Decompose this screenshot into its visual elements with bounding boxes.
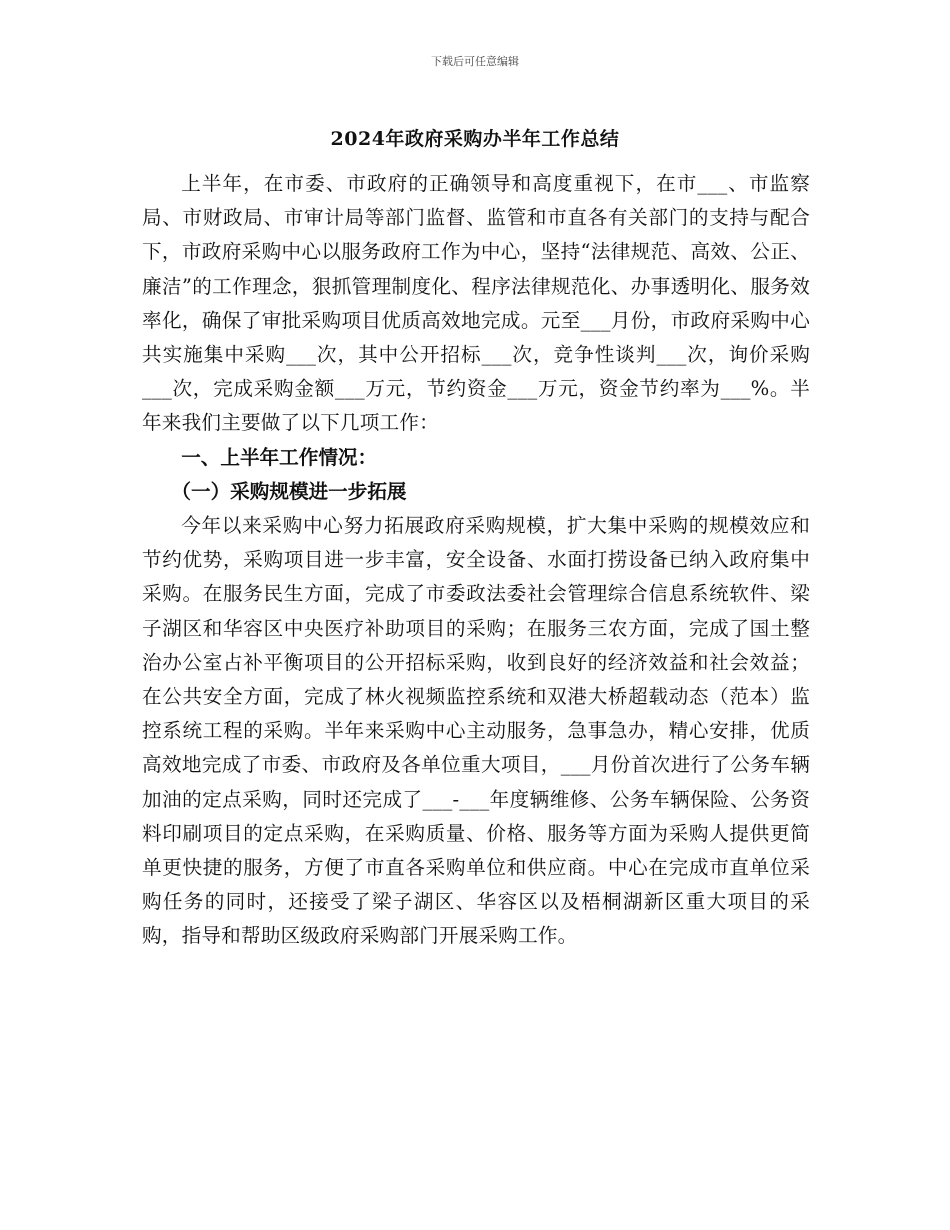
intro-paragraph: 上半年，在市委、市政府的正确领导和高度重视下，在市___、市监察局、市财政局、市审计局等部门监督、监管和市直各有关部门的支持与配合下，市政府采购中心以服务政府工作为中心，坚持“法律规范、高效、公正、廉洁”的工作理念，狠抓管理制度化、程序法律规范化、办事透明化、服务效率化，确保了审批采购项目优质高效地完成。元至___月份，市政府采购中心共实施集中采购___次，其中公开招标___次，竞争性谈判___次，询价采购___次，完成采购金额___万元，节约资金___万元，资金节约率为___%。半年来我们主要做了以下几项工作：	[142, 172, 810, 435]
body-paragraph: 今年以来采购中心努力拓展政府采购规模，扩大集中采购的规模效应和节约优势，采购项目进一步丰富，安全设备、水面打捞设备已纳入政府集中采购。在服务民生方面，完成了市委政法委社会管理综合信息系统软件、梁子湖区和华容区中央医疗补助项目的采购；在服务三农方面，完成了国土整治办公室占补平衡项目的公开招标采购，收到良好的经济效益和社会效益；在公共安全方面，完成了林火视频监控系统和双港大桥超载动态（范本）监控系统工程的采购。半年来采购中心主动服务，急事急办，精心安排，优质高效地完成了市委、市政府及各单位重大项目，___月份首次进行了公务车辆加油的定点采购，同时还完成了___-___年度辆维修、公务车辆保险、公务资料印刷项目的定点采购，在采购质量、价格、服务等方面为采购人提供更简单更快捷的服务，方便了市直各采购单位和供应商。中心在完成市直单位采购任务的同时，还接受了梁子湖区、华容区以及梧桐湖新区重大项目的采购，指导和帮助区级政府采购部门开展采购工作。	[142, 514, 810, 948]
document-title: 2024年政府采购办半年工作总结	[330, 128, 620, 150]
header-note: 下载后可任意编辑	[431, 55, 519, 68]
document-body	[142, 167, 810, 954]
section-heading: 一、上半年工作情况：	[181, 445, 378, 469]
subsection-heading: （一）采购规模进一步拓展	[171, 479, 407, 503]
